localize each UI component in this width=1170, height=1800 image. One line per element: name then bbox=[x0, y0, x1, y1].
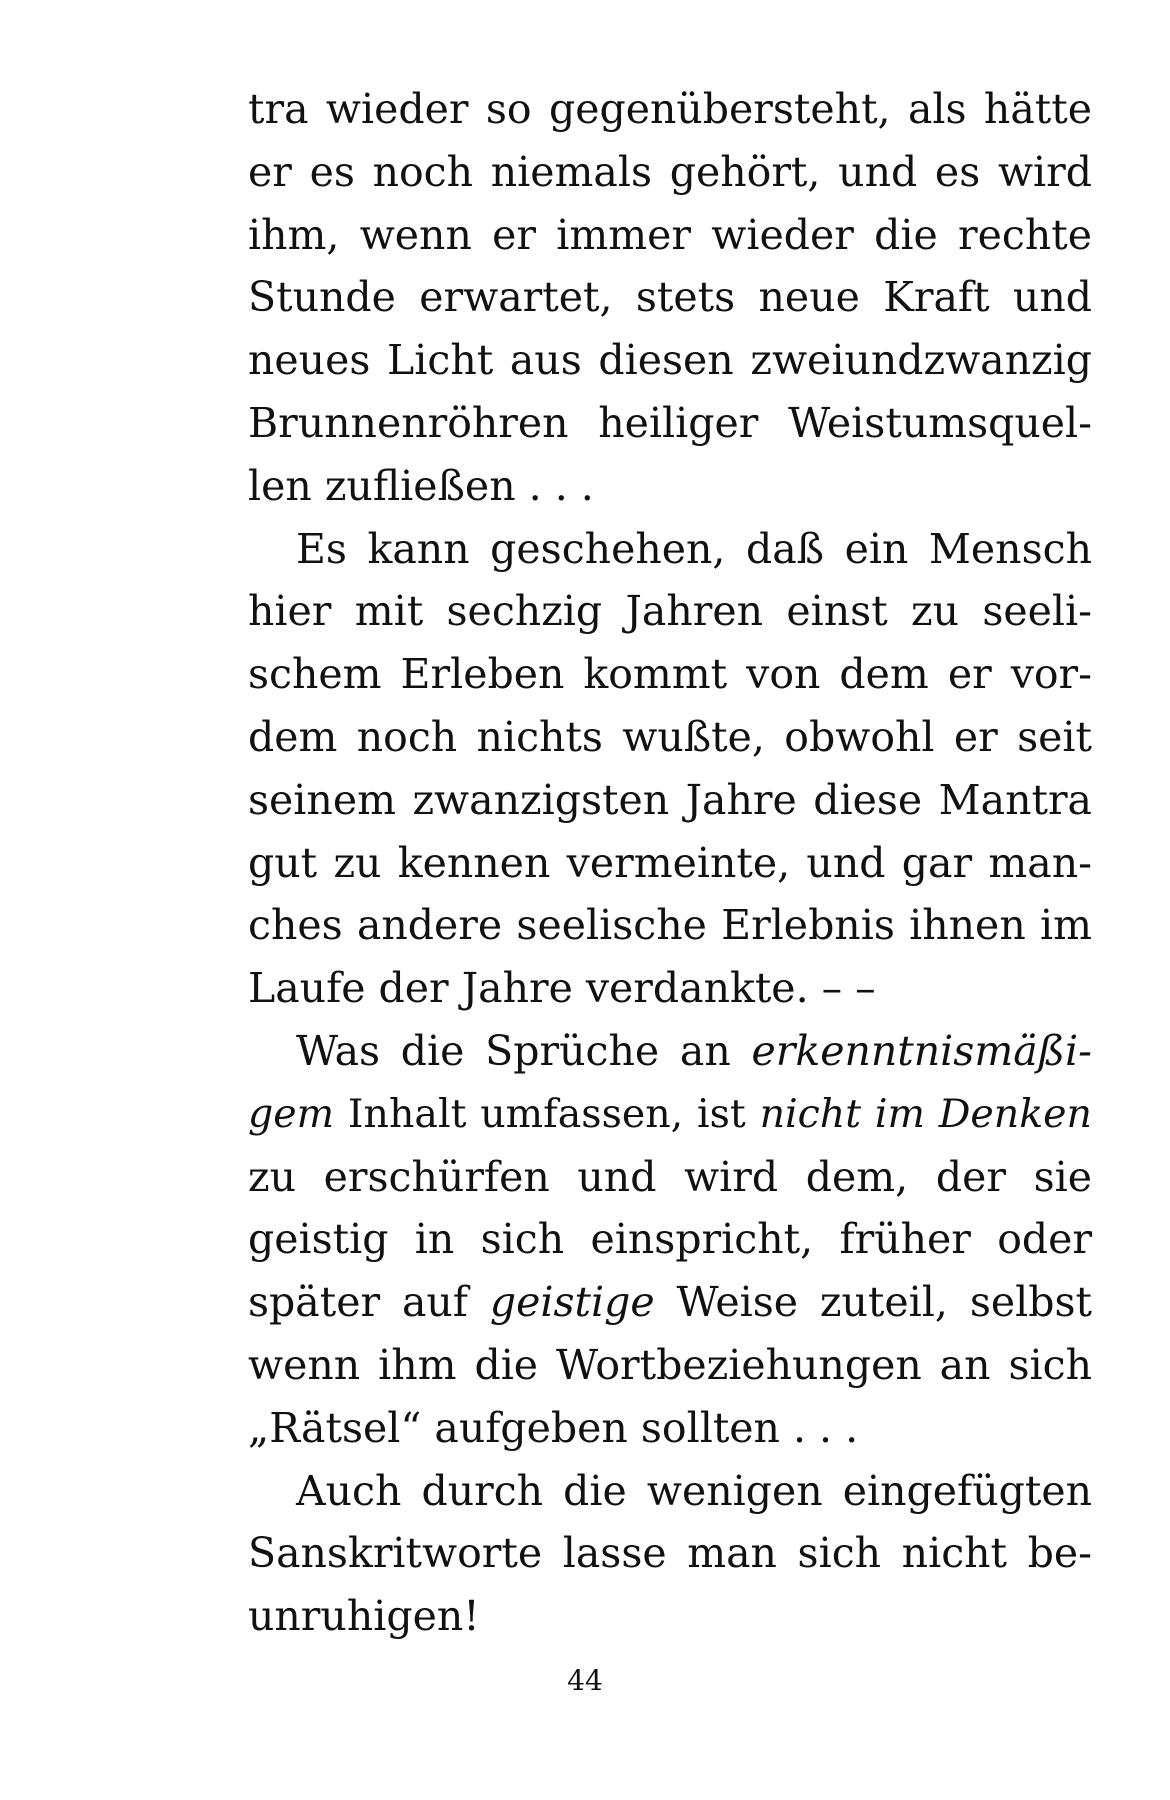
paragraph-end-line: Laufe der Jahre verdankte. – – bbox=[248, 964, 876, 1013]
body-text bbox=[248, 78, 1092, 1648]
text-line: Sanskritworte lasse man sich nicht be- bbox=[248, 1529, 1092, 1578]
text-line bbox=[248, 1271, 1092, 1334]
text-run: Was die Sprüche an bbox=[296, 1026, 752, 1075]
text-line: schem Erleben kommt von dem er vor- bbox=[248, 650, 1092, 699]
text-line: wenn ihm die Wortbeziehungen an sich bbox=[248, 1340, 1092, 1389]
paragraph-start-line bbox=[248, 1020, 1092, 1083]
text-line: zu erschürfen und wird dem, der sie bbox=[248, 1152, 1092, 1201]
text-line: ihm, wenn er immer wieder die rechte bbox=[248, 210, 1092, 259]
text-line: Brunnenröhren heiliger Weistumsquel- bbox=[248, 398, 1092, 447]
text-line: hier mit sechzig Jahren einst zu seeli- bbox=[248, 587, 1092, 636]
text-line: neues Licht aus diesen zweiundzwanzig bbox=[248, 336, 1092, 385]
paragraph-end-line: unruhigen! bbox=[248, 1592, 480, 1641]
text-run: Weise zuteil, selbst bbox=[654, 1278, 1092, 1327]
italic-emphasis: erkenntnismäßi- bbox=[751, 1026, 1092, 1075]
text-run: später auf bbox=[248, 1278, 490, 1327]
paragraph-end-line: „Rätsel“ aufgeben sollten . . . bbox=[248, 1403, 859, 1452]
text-run: Inhalt umfassen, ist bbox=[334, 1090, 760, 1137]
paragraph-start-line: Auch durch die wenigen eingefügten bbox=[296, 1466, 1092, 1515]
italic-emphasis: geistige bbox=[489, 1278, 655, 1327]
page-number: 44 bbox=[567, 1664, 603, 1697]
italic-emphasis: nicht im Denken bbox=[759, 1090, 1092, 1137]
text-line: Stunde erwartet, stets neue Kraft und bbox=[248, 273, 1092, 322]
text-line: tra wieder so gegenübersteht, als hätte bbox=[248, 85, 1092, 133]
italic-emphasis: gem bbox=[248, 1090, 335, 1137]
text-line: er es noch niemals gehört, und es wird bbox=[248, 147, 1092, 196]
text-line: seinem zwanzigsten Jahre diese Mantra bbox=[248, 775, 1092, 824]
text-line: dem noch nichts wußte, obwohl er seit bbox=[248, 712, 1092, 761]
paragraph-start-line: Es kann geschehen, daß ein Mensch bbox=[296, 524, 1092, 573]
text-line: gut zu kennen vermeinte, und gar man- bbox=[248, 838, 1092, 887]
text-line: geistig in sich einspricht, früher oder bbox=[248, 1215, 1092, 1264]
text-line: ches andere seelische Erlebnis ihnen im bbox=[248, 901, 1092, 950]
text-line bbox=[248, 1083, 1092, 1146]
paragraph-end-line: len zufließen . . . bbox=[248, 461, 594, 510]
